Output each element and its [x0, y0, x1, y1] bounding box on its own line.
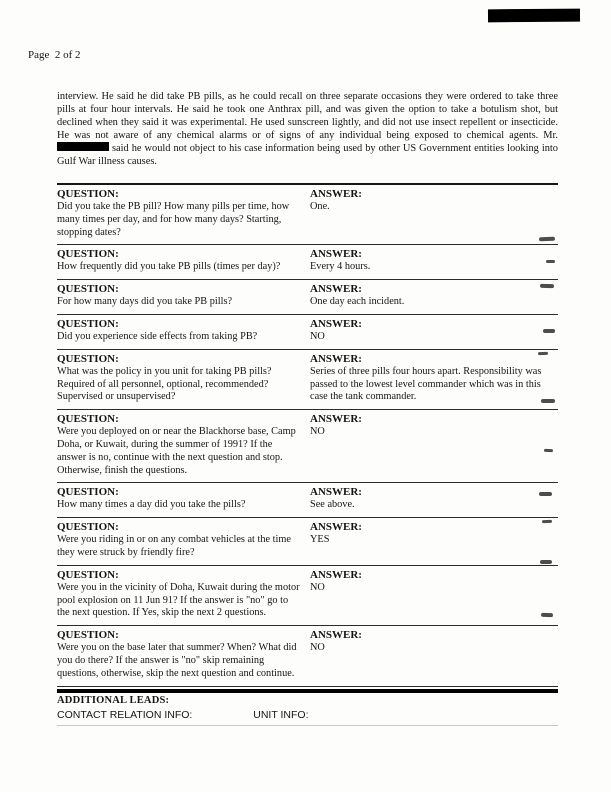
qa-table — [57, 183, 558, 687]
additional-leads-heading: ADDITIONAL LEADS: — [57, 694, 170, 706]
question-text: What was the policy in you unit for taking PB pills? Required of all personnel, optional, recommended? Supervised or unsupervised? — [57, 365, 272, 403]
scan-artifact — [540, 560, 552, 564]
question-text: Did you experience side effects from taking PB? — [57, 330, 258, 342]
question-text: How frequently did you take PB pills (times per day)? — [57, 261, 281, 273]
paragraph-text-after: said he would not object to his case information being used by other US Government entities looking into Gulf War illness causes. — [57, 143, 558, 168]
answer-label: ANSWER: — [310, 248, 362, 261]
answer-text: One day each incident. — [310, 296, 405, 308]
question-label: QUESTION: — [57, 629, 119, 642]
answer-label: ANSWER: — [310, 521, 362, 534]
question-label: QUESTION: — [57, 248, 119, 261]
answer-text: NO — [310, 581, 325, 593]
question-text: Were you deployed on or near the Blackhorse base, Camp Doha, or Kuwait, during the summer of 1991? If the answer is no, continue with the next question and stop. Otherwise, finish the questions. — [57, 426, 296, 476]
answer-label: ANSWER: — [310, 486, 362, 499]
question-label: QUESTION: — [57, 521, 119, 534]
contact-info-line — [57, 709, 558, 726]
answer-text: Every 4 hours. — [310, 261, 371, 273]
qa-row — [57, 280, 558, 315]
scan-artifact — [540, 284, 554, 288]
qa-row — [57, 483, 558, 518]
question-label: QUESTION: — [57, 568, 119, 581]
answer-label: ANSWER: — [310, 568, 362, 581]
answer-text: Series of three pills four hours apart. Responsibility was passed to the lowest level commander which was in this case the tank commander. — [310, 365, 542, 403]
answer-label: ANSWER: — [310, 188, 362, 200]
qa-row — [57, 315, 558, 350]
answer-text: See above. — [310, 499, 355, 511]
answer-text: NO — [310, 642, 325, 654]
redaction-bar — [488, 9, 580, 23]
qa-row — [57, 185, 558, 245]
scan-artifact — [539, 492, 552, 496]
qa-row — [57, 518, 558, 566]
question-label: QUESTION: — [57, 352, 119, 365]
question-text: Were you riding in or on any combat vehicles at the time they were struck by friendly fire? — [57, 534, 291, 558]
qa-row — [57, 245, 558, 280]
question-text: For how many days did you take PB pills? — [57, 296, 233, 308]
answer-label: ANSWER: — [310, 413, 362, 426]
question-text: How many times a day did you take the pills? — [57, 499, 246, 511]
scan-artifact — [541, 613, 553, 617]
answer-label: ANSWER: — [310, 317, 362, 330]
question-label: QUESTION: — [57, 486, 119, 499]
qa-section — [57, 183, 558, 726]
qa-row — [57, 626, 558, 686]
answer-text: NO — [310, 330, 325, 342]
answer-text: NO — [310, 426, 325, 438]
page-number: Page 2 of 2 — [28, 49, 81, 61]
unit-info-label: UNIT INFO: — [253, 708, 309, 721]
inline-redaction-bar — [57, 142, 109, 151]
answer-text: YES — [310, 534, 330, 546]
question-label: QUESTION: — [57, 413, 119, 426]
answer-label: ANSWER: — [310, 283, 362, 296]
question-text: Were you in the vicinity of Doha, Kuwait during the motor pool explosion on 11 Jun 91? If the answer is "no" go to the next question. If Yes, skip the next 2 questions. — [57, 581, 300, 619]
question-text: Did you take the PB pill? How many pills per time, how many times per day, and for how many days? Starting, stopping dates? — [57, 201, 290, 238]
interview-summary-paragraph — [57, 90, 558, 169]
qa-row — [57, 410, 558, 483]
scan-artifact — [543, 329, 555, 333]
answer-label: ANSWER: — [310, 629, 362, 642]
question-text: Were you on the base later that summer? When? What did you do there? If the answer is "no" skip remaining questions, otherwise, skip the next question and continue. — [57, 642, 297, 679]
scan-artifact — [544, 449, 553, 452]
contact-relation-label: CONTACT RELATION INFO: — [57, 708, 193, 721]
paragraph-text-before: interview. He said he did take PB pills, as he could recall on three separate occasions they were ordered to take three pills at four hour intervals. He said he took one Anthrax pill, and was given the option to take a botulism shot, but declined when they said it was experimental. He used sunscreen lightly, and did not use insect repellent or insecticide. He was not aware of any chemical alarms or of signs of any individual being exposed to chemical agents. Mr. — [57, 91, 558, 142]
scan-artifact — [538, 352, 548, 355]
section-divider-bar — [57, 689, 558, 693]
answer-text: One. — [310, 201, 330, 212]
answer-label: ANSWER: — [310, 352, 362, 365]
scan-artifact — [541, 399, 555, 403]
scan-artifact — [546, 260, 555, 263]
question-label: QUESTION: — [57, 188, 119, 200]
scan-artifact — [542, 520, 552, 523]
question-label: QUESTION: — [57, 283, 119, 296]
question-label: QUESTION: — [57, 317, 119, 330]
qa-row — [57, 566, 558, 626]
scan-artifact — [539, 237, 555, 242]
qa-row — [57, 350, 558, 410]
